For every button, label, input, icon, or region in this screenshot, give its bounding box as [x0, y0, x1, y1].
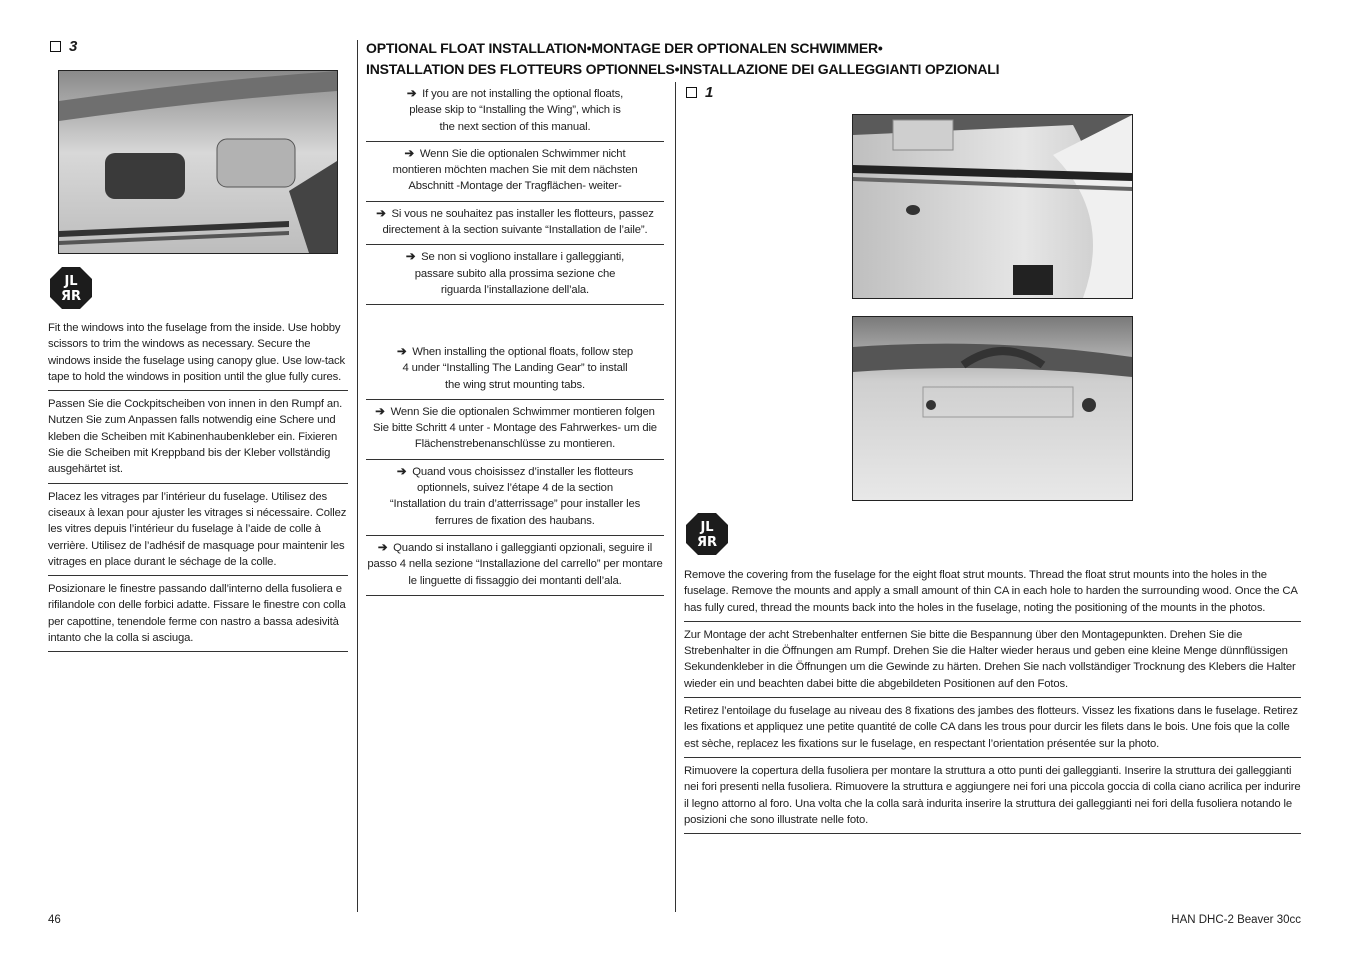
- brand-logo: [685, 512, 729, 556]
- left-instructions: [48, 320, 348, 652]
- skip-note-de: ➔ Wenn Sie die optionalen Schwimmer nicht montieren möchten machen Sie mit dem nächsten Abschnitt -Montage der Tragflächen- weiter-: [366, 142, 664, 202]
- skip-notes: [366, 82, 664, 305]
- instruction-en: Fit the windows into the fuselage from the inside. Use hobby scissors to trim the windows as necessary. Secure the windows inside the fuselage using canopy glue. Use low-tack tape to hold the windows in position until the glue fully cures.: [48, 320, 348, 391]
- instruction-fr: Placez les vitrages par l’intérieur du fuselage. Utilisez des ciseaux à lexan pour ajuster les vitrages si nécessaire. Collez les vitres depuis l’intérieur du fuselage à l’aide de colle à verrière. Utilisez de l’adhésif de masquage pour maintenir les vitrages en place durant le séchage de la colle.: [48, 484, 348, 576]
- arrow-icon: ➔: [404, 147, 414, 160]
- install-note-fr: ➔ Quand vous choisissez d’installer les flotteurs optionnels, suivez l’étape 4 de la section “Installation du train d’atterrissage” pour installer les ferrures de fixation des haubans.: [366, 460, 664, 536]
- octagon-logo-icon: [49, 266, 93, 310]
- instruction-it: Rimuovere la copertura della fusoliera per montare la struttura a otto punti dei galleggianti. Inserire la struttura dei galleggianti nei fori presenti nella fusoliera. Rimuovere la struttura e aggiungere nei fori una piccola goccia di colla ciano acrilica per indurire il legno attorno al foro. Una volta che la colla sarà indurita inserire la struttura dei galleggianti nei fori della fusoliera notando le posizioni che sono illustrate nelle foto.: [684, 758, 1301, 834]
- product-name: HAN DHC-2 Beaver 30cc: [1171, 914, 1301, 926]
- install-note-en: ➔ When installing the optional floats, follow step 4 under “Installing The Landing Gear” to install the wing strut mounting tabs.: [366, 340, 664, 400]
- brand-logo: [49, 266, 93, 310]
- column-divider-right: [675, 82, 676, 912]
- column-divider-left: [357, 40, 358, 912]
- page-number: 46: [48, 914, 61, 926]
- step-1-header: [686, 84, 713, 101]
- svg-text:ЯR: ЯR: [696, 535, 718, 550]
- arrow-icon: ➔: [376, 207, 386, 220]
- instruction-fr: Retirez l’entoilage du fuselage au niveau des 8 fixations des jambes des flotteurs. Vissez les fixations dans le fuselage. Retirez les fixations et appliquez une petite quantité de colle CA dans les trous pour durcir les filets dans le bois. Une fois que la colle est sèche, replacez les fixations sur le fuselage, en respectant l’orientation présentée sur la photo.: [684, 698, 1301, 758]
- step-number: 1: [705, 84, 714, 101]
- arrow-icon: ➔: [396, 465, 407, 478]
- skip-note-fr: ➔ Si vous ne souhaitez pas installer les flotteurs, passez directement à la section suivante “Installation de l’aile”.: [366, 202, 664, 246]
- photo-strut-mount-top: [852, 114, 1133, 299]
- install-note-it: ➔ Quando si installano i galleggianti opzionali, seguire il passo 4 nella sezione “Installazione del carrello” per montare le linguette di fissaggio dei montanti dell’ala.: [366, 536, 664, 596]
- instruction-de: Zur Montage der acht Strebenhalter entfernen Sie bitte die Bespannung über den Montagepunkten. Drehen Sie die Strebenhalter in die Öffnungen am Rumpf. Drehen Sie die Halter wieder heraus und geben eine kleine Menge dünnflüssigen Sekundenkleber in die Öffnungen um die Gewinde zu härten. Drehen Sie nach vollständiger Trocknung des Klebers die Halter wieder ein und beachten dabei bitte die abgebildeten Positionen auf den Fotos.: [684, 622, 1301, 698]
- skip-note-it: ➔ Se non si vogliono installare i galleggianti, passare subito alla prossima sezione che riguarda l’installazione dell’ala.: [366, 245, 664, 305]
- skip-note-en: ➔ If you are not installing the optional floats, please skip to “Installing the Wing”, which is the next section of this manual.: [366, 82, 664, 142]
- instruction-de: Passen Sie die Cockpitscheiben von innen in den Rumpf an. Nutzen Sie zum Anpassen falls notwendig eine Schere und kleben die Scheiben mit Kabinenhaubenkleber ein. Fixieren Sie die Scheiben mit Kreppband bis der Kleber vollständig ausgehärtet ist.: [48, 391, 348, 483]
- arrow-icon: ➔: [406, 88, 417, 100]
- fuselage-strut-mount-illustration: [853, 115, 1132, 298]
- step-checkbox[interactable]: [50, 41, 61, 52]
- svg-text:ЯR: ЯR: [60, 289, 82, 304]
- right-instructions: [684, 567, 1301, 834]
- step-checkbox[interactable]: [686, 87, 697, 98]
- photo-fuselage-windows: [58, 70, 338, 254]
- step-number: 3: [69, 38, 78, 55]
- fuselage-underside-illustration: [853, 317, 1132, 500]
- fuselage-windows-illustration: [59, 71, 337, 253]
- arrow-icon: ➔: [396, 346, 407, 358]
- instruction-en: Remove the covering from the fuselage for the eight float strut mounts. Thread the float strut mounts into the holes in the fuselage. Remove the mounts and apply a small amount of thin CA in each hole to harden the surrounding wood. Once the CA has fully cured, thread the mounts back into the holes in the fuselage, noting the positioning of the mounts in the photos.: [684, 567, 1301, 622]
- photo-strut-mount-bottom: [852, 316, 1133, 501]
- section-title-line1: OPTIONAL FLOAT INSTALLATION•MONTAGE DER OPTIONALEN SCHWIMMER•: [366, 40, 883, 56]
- octagon-logo-icon: [685, 512, 729, 556]
- install-note-de: ➔ Wenn Sie die optionalen Schwimmer montieren folgen Sie bitte Schritt 4 unter - Montage des Fahrwerkes- um die Flächenstrebenanschlüsse zu montieren.: [366, 400, 664, 460]
- arrow-icon: ➔: [375, 405, 385, 418]
- arrow-icon: ➔: [377, 541, 388, 554]
- step-3-header: [50, 38, 77, 55]
- section-title-line2: INSTALLATION DES FLOTTEURS OPTIONNELS•INSTALLAZIONE DEI GALLEGGIANTI OPZIONALI: [366, 61, 1000, 77]
- section-title: [366, 38, 1046, 80]
- svg-text:JL: JL: [64, 274, 78, 289]
- install-notes: [366, 340, 664, 596]
- svg-text:JL: JL: [700, 520, 714, 535]
- arrow-icon: ➔: [405, 251, 416, 264]
- instruction-it: Posizionare le finestre passando dall’interno della fusoliera e rifilandole con delle forbici adatte. Fissare le finestre con colla per capottine, tenendole ferme con nastro a bassa adesività intanto che la colla si asciuga.: [48, 576, 348, 652]
